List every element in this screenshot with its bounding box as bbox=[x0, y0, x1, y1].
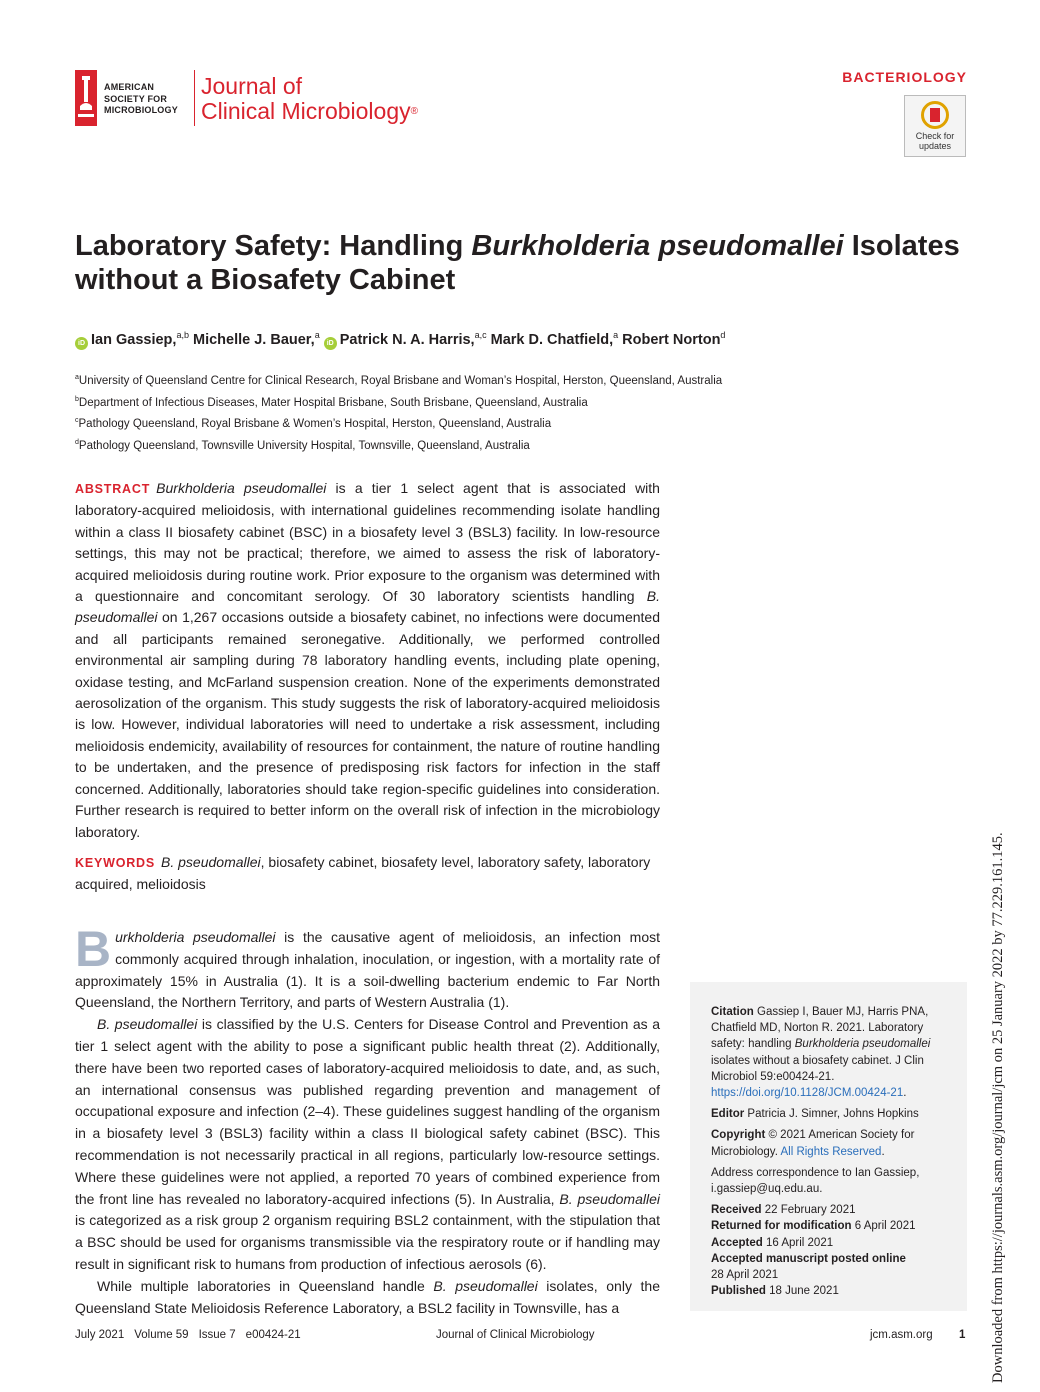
orcid-icon[interactable]: iD bbox=[75, 337, 88, 350]
correspondence: Address correspondence to Ian Gassiep, i.gassiep@uq.edu.au. bbox=[711, 1166, 920, 1196]
abstract: ABSTRACT Burkholderia pseudomallei is a tier 1 select agent that is associated with laboratory-acquired melioidosis, with international guidelines recommending isolate handling within a class II biosafety cabinet (BSC) in a biosafety level 3 (BSL3) facility. In low-resource settings, this may not be practical; therefore, we aimed to assess the risk of laboratory-acquired melioidosis during routine work. Prior exposure to the organism was determined with a questionnaire and concomitant serology. Of 30 laboratory scientists handling B. pseudomallei on 1,267 occasions outside a biosafety cabinet, no infections were documented and all participants remained seronegative. Additionally, we performed controlled environmental air sampling during 78 laboratory handling events, including plate opening, oxidase testing, and McFarland suspension creation. None of the experiments demonstrated aerosolization of the organism. This study suggests the risk of laboratory-acquired melioidosis is low. However, individual laboratories will need to undertake a risk assessment, including melioidosis endemicity, availability of resources for containment, the nature of routine handling to be undertaken, and the presence of predisposing risk factors for infection in the staff concerned. Additionally, laboratories should take region-specific guidelines into consideration. Further research is required to better inform on the overall risk of infection in the microbiology laboratory. bbox=[75, 480, 660, 840]
author: Michelle J. Bauer,$^a$ bbox=[192, 330, 320, 348]
asm-logo bbox=[75, 70, 195, 126]
affiliation: $^b$Department of Infectious Diseases, Mater Hospital Brisbane, South Brisbane, Queensland, Australia bbox=[75, 395, 588, 409]
keywords-label: KEYWORDS bbox=[75, 856, 156, 870]
paragraph: While multiple laboratories in Queensland handle B. pseudomallei isolates, only the Queensland State Melioidosis Reference Laboratory, a BSL2 facility in Townsville, has a bbox=[75, 1277, 660, 1316]
affiliation: $^c$Pathology Queensland, Royal Brisbane & Women’s Hospital, Herston, Queensland, Australia bbox=[75, 417, 552, 430]
editor: Editor Patricia J. Simner, Johns Hopkins bbox=[711, 1108, 919, 1121]
paragraph: B. pseudomallei is classified by the U.S. Centers for Disease Control and Prevention as a tier 1 select agent with the ability to pose a significant public health threat (2). Additionally, there have been two reported cases of laboratory-acquired melioidosis to date, and, as such, an international consensus was published regarding prevention and management of occupational exposure and infection (2–4). These guidelines suggest handling of the organism in a biosafety level 3 (BSL3) facility within a class II biological safety cabinet (BSC). This recommendation is not necessarily practical in all regions, particularly low-resource settings. Where these guidelines were not applied, a reported 70 years of combined experience from the front line has revealed no laboratory-acquired infections (5). In Australia, B. pseudomallei is categorized as a risk group 2 organism requiring BSL2 containment, with the stipulation that a BSC should be used for organisms transmissible via the respiratory route or if handling may result in significant risk to humans from production of infectious aerosols (6). bbox=[75, 1016, 660, 1272]
article-title: Laboratory Safety: Handling Burkholderia pseudomallei Isolates without a Biosafety Cabinet bbox=[75, 230, 960, 296]
society-name: AMERICAN SOCIETY FOR MICROBIOLOGY bbox=[104, 82, 178, 115]
microscope-icon bbox=[75, 70, 97, 126]
bookmark-icon bbox=[921, 101, 949, 129]
download-note: Downloaded from https://journals.asm.org/journal/jcm on 25 January 2022 by 77.229.161.145. bbox=[990, 832, 1006, 1383]
author[interactable]: iD Patrick N. A. Harris,$^{a,c}$ bbox=[324, 332, 487, 348]
section-tag: BACTERIOLOGY bbox=[842, 69, 967, 85]
affiliations bbox=[75, 374, 722, 460]
check-for-updates-button[interactable] bbox=[904, 95, 966, 157]
orcid-icon[interactable]: iD bbox=[324, 337, 337, 350]
abstract-label: ABSTRACT bbox=[75, 482, 151, 496]
copyright: Copyright © 2021 American Society for Microbiology. All Rights Reserved. bbox=[711, 1129, 915, 1158]
footer-journal: Journal of Clinical Microbiology bbox=[436, 1329, 595, 1341]
logo-divider bbox=[194, 70, 195, 126]
keywords: KEYWORDS B. pseudomallei, biosafety cabinet, biosafety level, laboratory safety, laboratory acquired, melioidosis bbox=[75, 854, 651, 893]
drop-cap: B bbox=[75, 921, 112, 977]
journal-name[interactable]: Journal of Clinical Microbiology® bbox=[201, 73, 419, 124]
author-list bbox=[75, 330, 975, 350]
footer-issue-info: July 2021 Volume 59 Issue 7 e00424-21 bbox=[75, 1329, 301, 1341]
affiliation: $^a$University of Queensland Centre for Clinical Research, Royal Brisbane and Woman’s Hospital, Herston, Queensland, Australia bbox=[75, 374, 723, 387]
affiliation: $^d$Pathology Queensland, Townsville University Hospital, Townsville, Queensland, Australia bbox=[75, 438, 530, 452]
citation: Citation Gassiep I, Bauer MJ, Harris PNA, Chatfield MD, Norton R. 2021. Laboratory safety: handling Burkholderia pseudomallei isolates without a biosafety cabinet. J Clin Microbiol 59:e00424-21. https://doi.org/10.1128/JCM.00424-21. bbox=[711, 1006, 931, 1100]
body-text bbox=[75, 921, 660, 1319]
updates-label: Check for updates bbox=[915, 131, 955, 151]
author: Mark D. Chatfield,$^a$ bbox=[490, 330, 619, 348]
dates: Received 22 February 2021 Returned for modification 6 April 2021 Accepted 16 April 2021 Accepted manuscript posted online 28 April 2021 Published 18 June 2021 bbox=[711, 1204, 916, 1298]
author[interactable]: iD Ian Gassiep,$^{a,b}$ bbox=[75, 332, 189, 348]
doi-link[interactable]: https://doi.org/10.1128/JCM.00424-21 bbox=[711, 1087, 904, 1100]
paragraph: Burkholderia pseudomallei is the causative agent of melioidosis, an infection most commonly acquired through inhalation, inoculation, or ingestion, with a mortality rate of approximately 15% in Australia (1). It is a soil-dwelling bacterium endemic to Far North Queensland, the Northern Territory, and parts of Western Australia (1). bbox=[75, 921, 660, 1011]
page-number: 1 bbox=[959, 1329, 966, 1341]
footer-site-link[interactable]: jcm.asm.org bbox=[870, 1329, 933, 1341]
author: Robert Norton$^d$ bbox=[622, 330, 726, 348]
citation-sidebar bbox=[690, 982, 967, 1311]
rights-link[interactable]: All Rights Reserved bbox=[780, 1145, 882, 1158]
